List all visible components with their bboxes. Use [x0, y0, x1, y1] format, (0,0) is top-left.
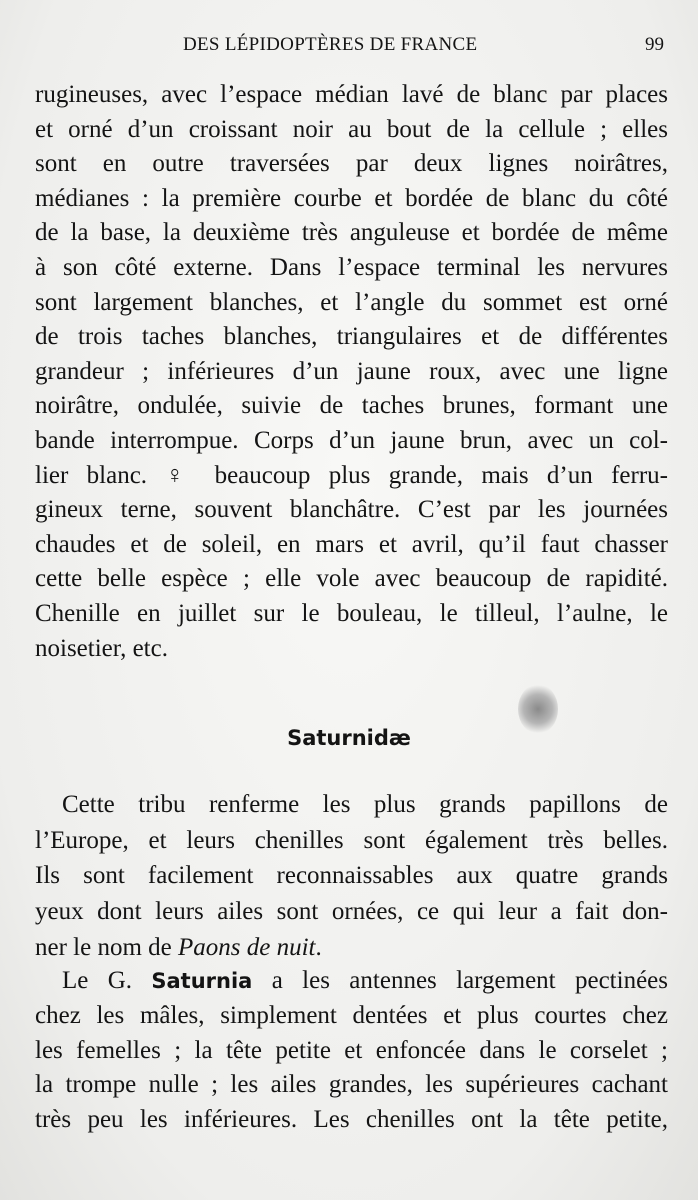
text-line	[35, 933, 668, 963]
text-line	[62, 966, 668, 996]
text-line: de trois taches blanches, triangulaires et de différentes	[35, 323, 668, 351]
text-line: gineux terne, souvent blanchâtre. C’est par les journées	[35, 496, 668, 524]
text-line: et orné d’un croissant noir au bout de la cellule ; elles	[35, 115, 668, 143]
text-line: de la base, la deuxième très anguleuse et bordée de même	[35, 219, 668, 247]
text-line: Cette tribu renferme les plus grands papillons de	[62, 791, 668, 818]
text-line: Ils sont facilement reconnaissables aux quatre grands	[35, 862, 668, 889]
section-heading: Saturnidæ	[287, 726, 411, 750]
text-line: noisetier, etc.	[35, 634, 168, 662]
text-line: sont en outre traversées par deux lignes noirâtres,	[35, 150, 668, 178]
text-line: grandeur ; inférieures d’un jaune roux, avec une ligne	[35, 357, 668, 385]
text-line: lier blanc. ♀ beaucoup plus grande, mais d’un ferru-	[35, 461, 668, 489]
text-line: chaudes et de soleil, en mars et avril, qu’il faut chasser	[35, 530, 668, 558]
text-line: sont largement blanches, et l’angle du sommet est orné	[35, 288, 668, 316]
text-line: cette belle espèce ; elle vole avec beaucoup de rapidité.	[35, 565, 668, 593]
text-span: ner le nom de	[35, 934, 179, 961]
page-number: 99	[645, 34, 664, 55]
text-line: noirâtre, ondulée, suivie de taches brunes, formant une	[35, 392, 668, 420]
text-line: l’Europe, et leurs chenilles sont également très belles.	[35, 826, 668, 854]
italic-title: Paons de nuit	[178, 934, 316, 961]
text-line: bande interrompue. Corps d’un jaune brun, avec un col-	[35, 427, 668, 454]
genus-name: Saturnia	[151, 969, 253, 993]
text-span: Le G.	[62, 967, 152, 994]
text-line: chez les mâles, simplement dentées et plus courtes chez	[35, 1002, 668, 1029]
running-header: DES LÉPIDOPTÈRES DE FRANCE	[183, 34, 478, 55]
text-line: à son côté externe. Dans l’espace terminal les nervures	[35, 254, 668, 281]
text-line: Chenille en juillet sur le bouleau, le tilleul, l’aulne, le	[35, 600, 668, 627]
text-line: yeux dont leurs ailes sont ornées, ce qui leur a fait don-	[35, 897, 668, 925]
text-line: très peu les inférieures. Les chenilles ont la tête petite,	[35, 1105, 668, 1133]
text-span: .	[315, 934, 322, 961]
text-span: a les antennes largement pectinées	[252, 967, 668, 994]
text-line: rugineuses, avec l’espace médian lavé de blanc par places	[35, 81, 668, 108]
text-line: la trompe nulle ; les ailes grandes, les supérieures cachant	[35, 1071, 668, 1098]
text-line: médianes : la première courbe et bordée de blanc du côté	[35, 184, 668, 212]
text-line: les femelles ; la tête petite et enfoncée dans le corselet ;	[35, 1036, 668, 1064]
